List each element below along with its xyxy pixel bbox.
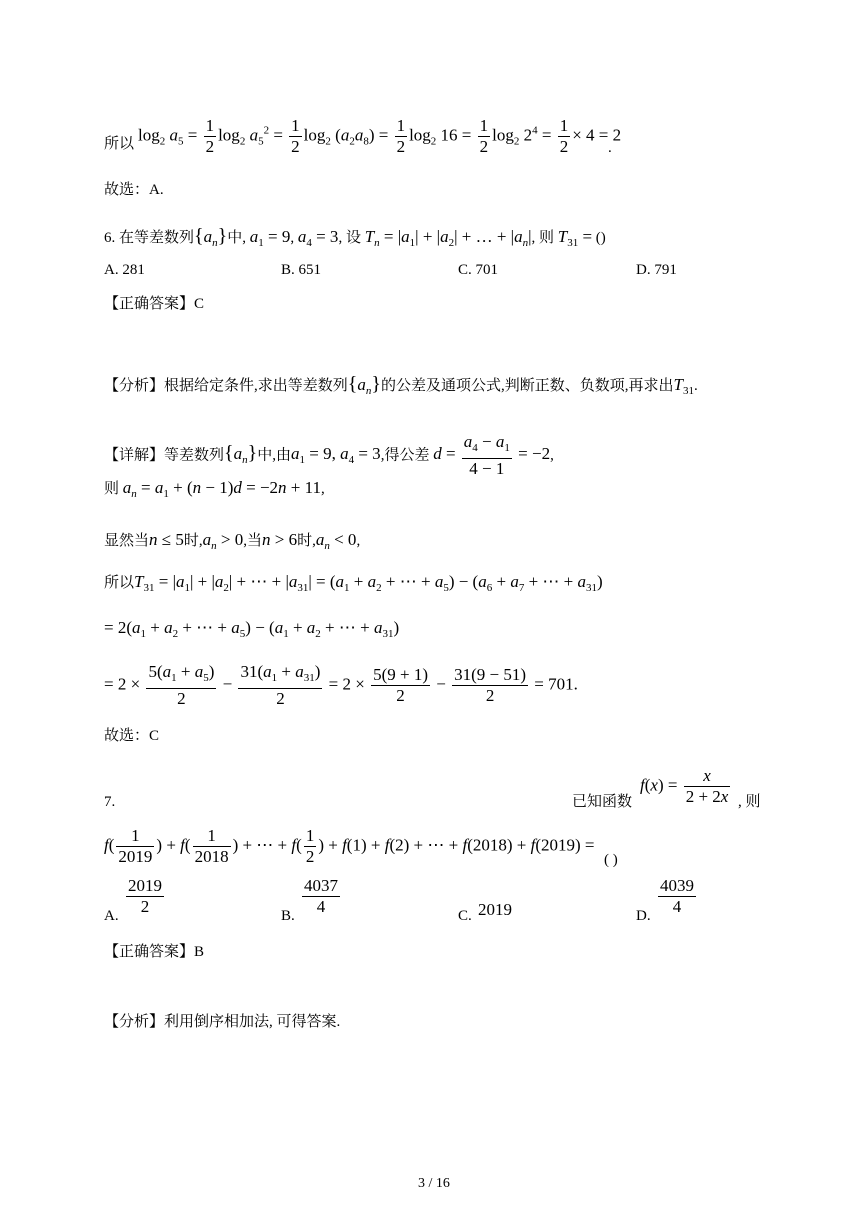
period: . [608,140,612,156]
q7-option-a-label: A. [104,908,119,924]
q6-option-b: B. 651 [281,262,322,278]
q6-option-c: C. 701 [458,262,499,278]
q7-answer-paren: ( ) [604,852,618,868]
q7-analysis: 【分析】利用倒序相加法, 可得答案. [104,1014,341,1030]
q6-sum-line2: = $2(a_1 + a_2$ + ⋯ + $a_5) - (a_1 + a_2$ + ⋯ + $a_{31}$) [104,618,400,640]
q6-analysis: 【分析】根据给定条件,求出等差数列$\{a_n\}$的公差及通项公式,判断正数、负数项,再求出$T_{31}$. [104,373,698,397]
q6-stem: 6. 在等差数列$\{a_n\}$中, $a_1 = 9$, $a_4 = 3$, 设 $T_n = |a_1| + |a_2|$ + … + $|a_n|$, 则 $T_{31}$ = () [104,225,606,249]
q7-option-b-label: B. [281,908,295,924]
q6-general-term: 则 $a_n = a_1 + (n - 1)d = -2n + 11$, [104,478,325,500]
q6-sign-line: 显然当n ≤ 5时$,a_n > 0$,当n > 6时$,a_n < 0$, [104,530,361,552]
q7-option-c-value: 2019 [478,900,512,919]
q7-given: 已知函数 [572,794,633,810]
q7-number: 7. [104,794,116,810]
q6-sum-line3: = 2 × $\frac{5(a_1 + a_5)}{2}$ − $\frac{31(a_1 + a_{31})}{2}$ = 2 × $\frac{5(9 + 1)}{2}$ − $\frac{31(9 - 51)}{2}$ = 701. [104,662,578,708]
q7-option-d-value: $\frac{4039}{4}$ [660,876,694,916]
page-number: 3 / 16 [418,1176,450,1191]
q7-option-d-label: D. [636,908,651,924]
q6-answer: 故选：C [104,728,160,744]
q6-detail-line1: 【详解】等差数列$\{a_n\}$中,由$a_1 = 9$, $a_4 = 3$,得公差 d = $\frac{a_4 - a_1}{4 - 1}$ = −2, [104,432,554,478]
q7-correct: 【正确答案】B [104,944,205,960]
q7-then: , 则 [738,794,761,810]
q6-correct: 【正确答案】C [104,296,205,312]
q7-option-c-label: C. [458,908,472,924]
q6-option-a: A. 281 [104,262,145,278]
so-label: 所以 [104,136,135,152]
q6-option-d: D. 791 [636,262,677,278]
log-equation: $\log_2 a_5$ = $\frac{1}{2}$ $\log_2 a_5^2$ = $\frac{1}{2}$ $\log_2 (a_2a_8)$ = $\frac{1}{2}$ $\log_2 16$ = $\frac{1}{2}$ $\log_2 2^4$ = $\frac{1}{2}$ × 4 = 2 [138,116,622,156]
q7-function: f(x) = $\frac{x}{2 + 2x}$ [640,766,729,806]
q6-sum-line1: 所以$T_{31} = |a_1| + |a_2|$ + ⋯ + $|a_{31}| = (a_1 + a_2$ + ⋯ + $a_5) - (a_6 + a_7$ + ⋯ + $a_{31}$) [104,572,603,594]
q7-option-a-value: $\frac{2019}{2}$ [128,876,162,916]
q7-option-b-value: $\frac{4037}{4}$ [304,876,338,916]
q5-answer: 故选：A. [104,182,164,198]
q7-sum-expression: f( $\frac{1}{2019}$ ) + f( $\frac{1}{2018}$ ) + ⋯ + f( $\frac{1}{2}$ ) + f(1) + f(2) + ⋯ + f(2018) + f(2019) = [104,826,595,866]
